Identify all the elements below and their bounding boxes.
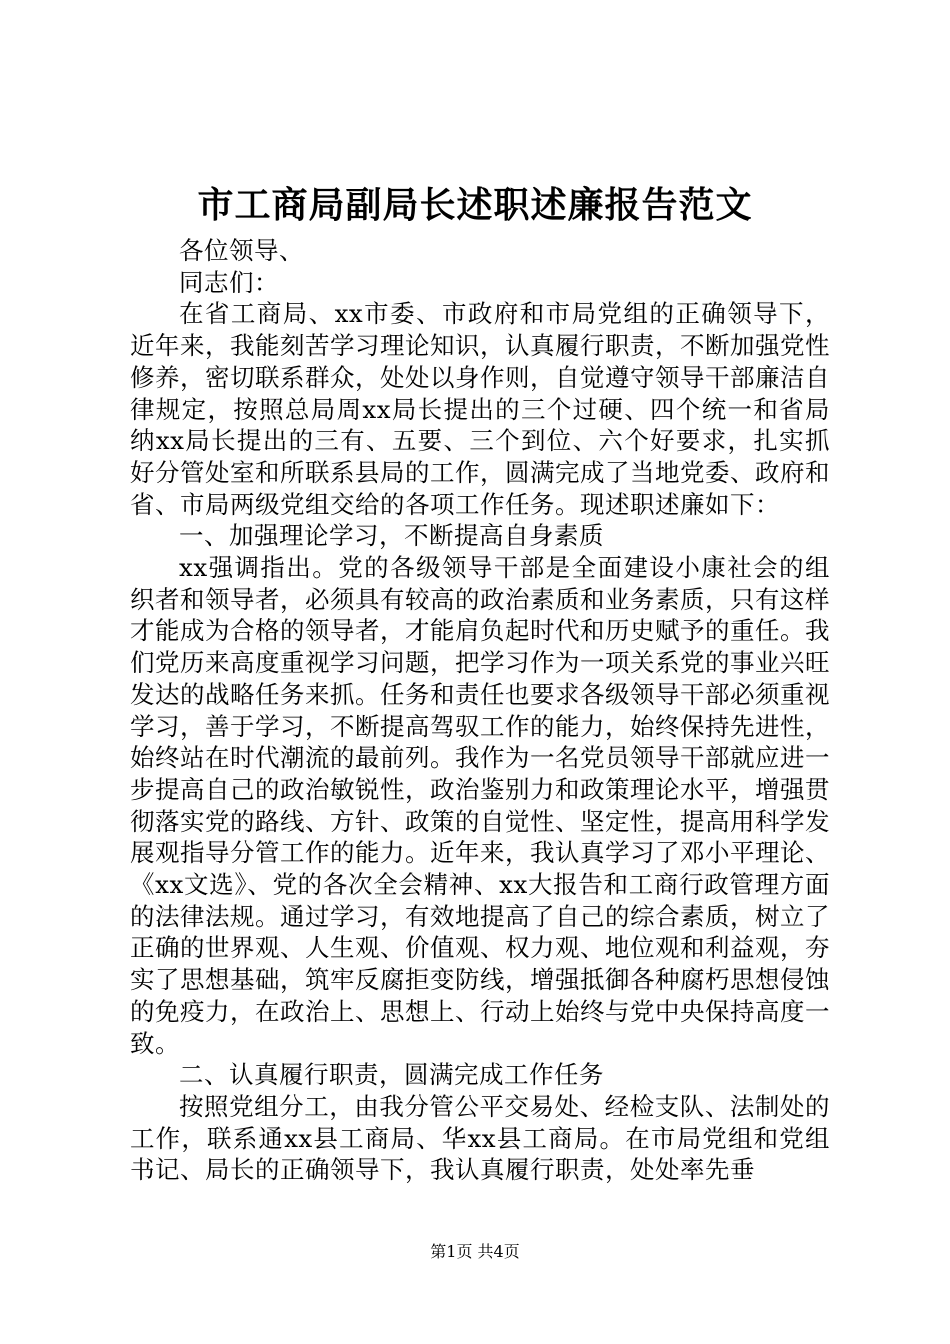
section-heading: 一、加强理论学习，不断提高自身素质	[179, 521, 604, 551]
greeting-line: 各位领导、	[179, 236, 304, 265]
document-body	[130, 235, 830, 1186]
body-paragraph: 在省工商局、xx市委、市政府和市局党组的正确领导下，近年来，我能刻苦学习理论知识，认真履行职责，不断加强党性修养，密切联系群众，处处以身作则，自觉遵守领导干部廉洁自律规定，按照总局周xx局长提出的三个过硬、四个统一和省局纳xx局长提出的三有、五要、三个到位、六个好要求，扎实抓好分管处室和所联系县局的工作，圆满完成了当地党委、政府和省、市局两级党组交给的各项工作任务。现述职述廉如下：	[130, 299, 830, 519]
body-paragraph: xx强调指出。党的各级领导干部是全面建设小康社会的组织者和领导者，必须具有较高的政治素质和业务素质，只有这样才能成为合格的领导者，才能肩负起时代和历史赋予的重任。我们党历来高度重视学习问题，把学习作为一项关系党的事业兴旺发达的战略任务来抓。任务和责任也要求各级领导干部必须重视学习，善于学习，不断提高驾驭工作的能力，始终保持先进性，始终站在时代潮流的最前列。我作为一名党员领导干部就应进一步提高自己的政治敏锐性，政治鉴别力和政策理论水平，增强贯彻落实党的路线、方针、政策的自觉性、坚定性，提高用科学发展观指导分管工作的能力。近年来，我认真学习了邓小平理论、《xx文选》、党的各次全会精神、xx大报告和工商行政管理方面的法律法规。通过学习，有效地提高了自己的综合素质，树立了正确的世界观、人生观、价值观、权力观、地位观和利益观，夯实了思想基础，筑牢反腐拒变防线，增强抵御各种腐朽思想侵蚀的免疫力，在政治上、思想上、行动上始终与党中央保持高度一致。	[130, 553, 830, 1058]
document-title: 市工商局副局长述职述廉报告范文	[197, 184, 753, 226]
page-number: 第1页 共4页	[430, 1242, 520, 1261]
greeting-line: 同志们：	[179, 267, 279, 297]
body-paragraph: 按照党组分工，由我分管公平交易处、经检支队、法制处的工作，联系通xx县工商局、华xx县工商局。在市局党组和党组书记、局长的正确领导下，我认真履行职责，处处率先垂	[130, 1091, 830, 1185]
section-heading: 二、认真履行职责，圆满完成工作任务	[179, 1060, 604, 1090]
